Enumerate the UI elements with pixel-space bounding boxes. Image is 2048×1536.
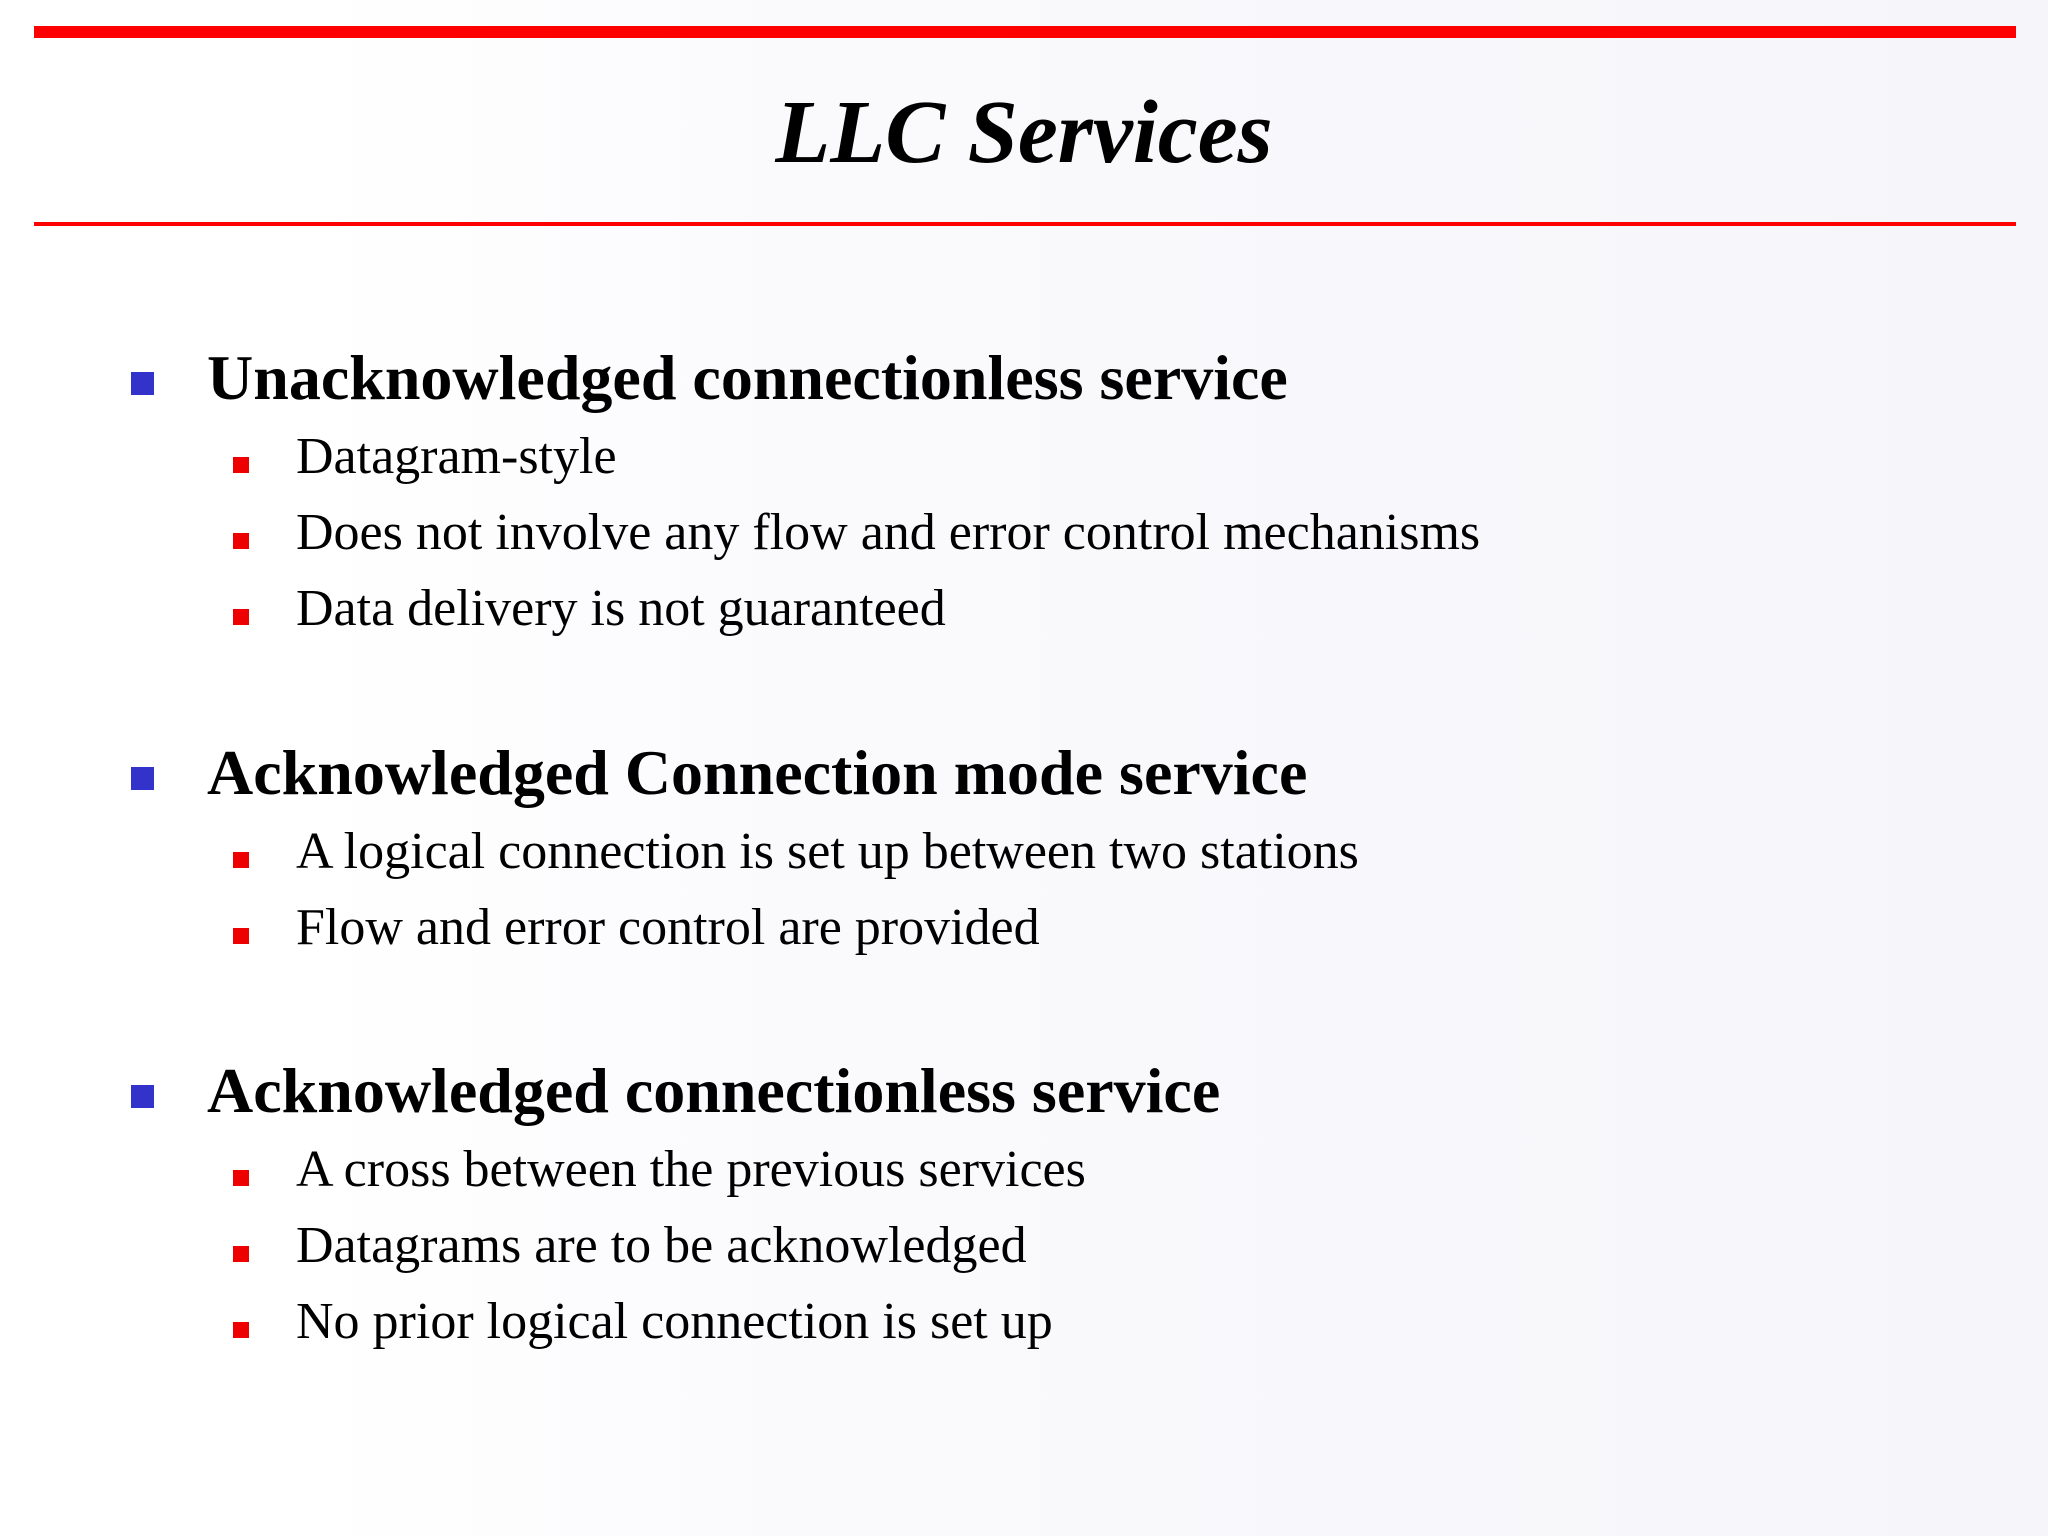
bullet-point <box>0 813 2048 889</box>
bullet-point-text: Does not involve any flow and error control mechanisms <box>296 504 1481 561</box>
section-heading: Unacknowledged connectionless service <box>207 342 1288 413</box>
square-bullet-icon <box>233 1170 249 1186</box>
bullet-point <box>0 1131 2048 1207</box>
bullet-point-text: A logical connection is set up between two stations <box>296 823 1359 880</box>
title-underline-rule <box>34 222 2016 226</box>
square-bullet-icon <box>233 928 249 944</box>
square-bullet-icon <box>131 767 154 790</box>
bullet-point <box>0 570 2048 646</box>
square-bullet-icon <box>233 533 249 549</box>
bullet-point <box>0 494 2048 570</box>
square-bullet-icon <box>233 609 249 625</box>
section-heading: Acknowledged connectionless service <box>207 1055 1221 1126</box>
section-unacknowledged-connectionless <box>0 338 2048 646</box>
square-bullet-icon <box>131 1085 154 1108</box>
square-bullet-icon <box>233 457 249 473</box>
section-heading-row <box>0 1051 2048 1131</box>
section-acknowledged-connectionless <box>0 1051 2048 1359</box>
bullet-point <box>0 418 2048 494</box>
bullet-point-text: Datagram-style <box>296 428 617 485</box>
bullet-point <box>0 889 2048 965</box>
square-bullet-icon <box>233 1322 249 1338</box>
section-heading-row <box>0 733 2048 813</box>
square-bullet-icon <box>233 1246 249 1262</box>
bullet-point-text: Flow and error control are provided <box>296 899 1040 956</box>
bullet-point-text: A cross between the previous services <box>296 1141 1086 1198</box>
section-heading: Acknowledged Connection mode service <box>207 737 1308 808</box>
bullet-point-text: No prior logical connection is set up <box>296 1293 1053 1350</box>
section-heading-row <box>0 338 2048 418</box>
top-rule <box>34 26 2016 38</box>
bullet-point <box>0 1283 2048 1359</box>
bullet-point-text: Datagrams are to be acknowledged <box>296 1217 1027 1274</box>
bullet-point <box>0 1207 2048 1283</box>
slide-title: LLC Services <box>775 83 1273 182</box>
bullet-point-text: Data delivery is not guaranteed <box>296 580 946 637</box>
section-acknowledged-connection-mode <box>0 733 2048 965</box>
square-bullet-icon <box>233 852 249 868</box>
square-bullet-icon <box>131 372 154 395</box>
